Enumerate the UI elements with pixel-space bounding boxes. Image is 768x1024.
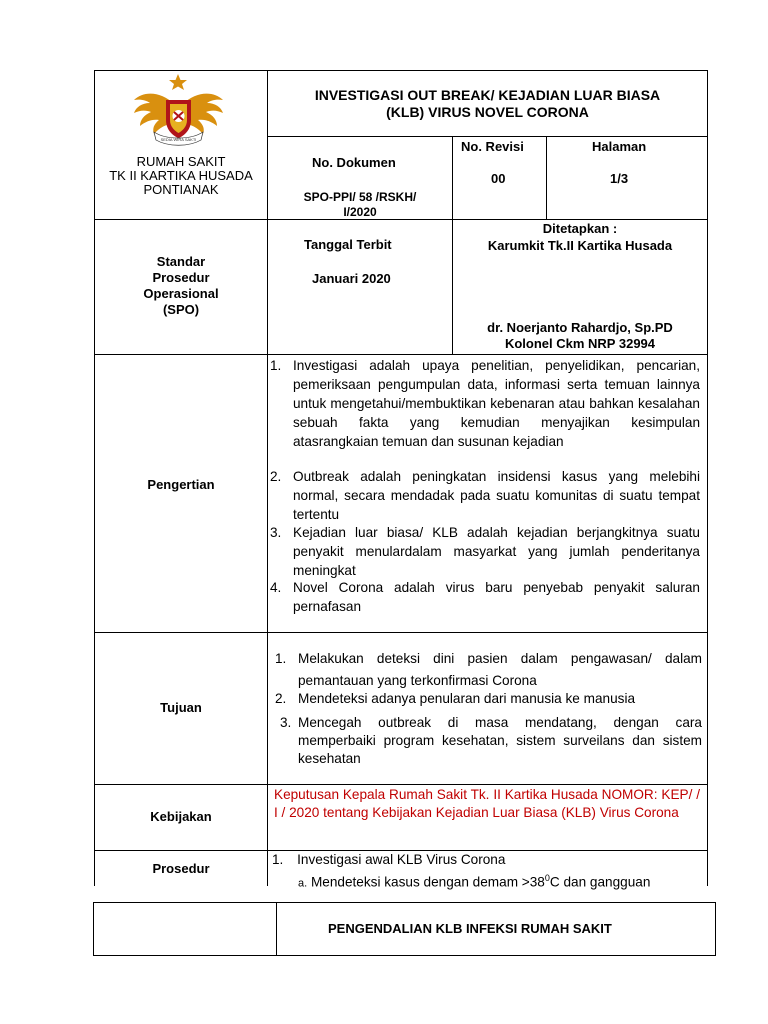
sub-text-after: C dan gangguan bbox=[549, 874, 651, 890]
pengertian-item-4 bbox=[270, 578, 700, 616]
document-title-line1: INVESTIGASI OUT BREAK/ KEJADIAN LUAR BIASA bbox=[314, 87, 661, 103]
pengertian-item-2 bbox=[270, 467, 700, 524]
footer-title: PENGENDALIAN KLB INFEKSI RUMAH SAKIT bbox=[328, 921, 612, 936]
list-number: 3. bbox=[280, 715, 292, 730]
signer-rank: Kolonel Ckm NRP 32994 bbox=[504, 336, 656, 351]
tujuan-item-2 bbox=[272, 689, 702, 709]
revision-value: 00 bbox=[491, 171, 506, 186]
tujuan-item-1 bbox=[272, 648, 702, 692]
list-number: 1. bbox=[270, 358, 282, 373]
prosedur-sub-a bbox=[298, 869, 650, 893]
approved-by: Karumkit Tk.II Kartika Husada bbox=[487, 238, 673, 253]
spo-label-line4: (SPO) bbox=[162, 302, 200, 317]
prosedur-label: Prosedur bbox=[152, 861, 210, 876]
prosedur-item-1 bbox=[272, 851, 505, 869]
list-number: 4. bbox=[270, 580, 282, 595]
list-text: Investigasi adalah upaya penelitian, penyelidikan, pencarian, pemeriksaan pengumpulan data, informasi serta temuan lainnya untuk mengetahui/membuktikan kebenaran atau bahkan kesalahan sebuah fakta yang kemudian menyajikan kesimpulan atasrangkaian temuan dan susunan kejadian bbox=[293, 358, 700, 449]
kebijakan-text: Keputusan Kepala Rumah Sakit Tk. II Kartika Husada NOMOR: KEP/ / I / 2020 tentang Kebijakan Kejadian Luar Biasa (KLB) Virus Corona bbox=[274, 787, 700, 820]
list-text: Melakukan deteksi dini pasien dalam pengawasan/ dalam pemantauan yang terkonfirmasi Corona bbox=[298, 651, 702, 688]
hospital-name-line1: RUMAH SAKIT bbox=[136, 154, 226, 169]
page-value: 1/3 bbox=[610, 171, 629, 186]
sub-text-before: Mendeteksi kasus dengan demam >38 bbox=[310, 874, 545, 890]
page-label: Halaman bbox=[592, 139, 647, 154]
doc-number-label: No. Dokumen bbox=[312, 155, 396, 170]
signer-name: dr. Noerjanto Rahardjo, Sp.PD bbox=[487, 320, 673, 335]
tujuan-item-3 bbox=[272, 714, 702, 768]
pengertian-item-3 bbox=[270, 523, 700, 580]
hospital-name-line2: TK II KARTIKA HUSADA bbox=[109, 168, 253, 183]
star-icon bbox=[169, 74, 187, 90]
list-number: 3. bbox=[270, 525, 282, 540]
revision-label: No. Revisi bbox=[461, 139, 524, 154]
list-number: 2. bbox=[270, 469, 282, 484]
issue-date-value: Januari 2020 bbox=[312, 271, 391, 286]
list-text: Kejadian luar biasa/ KLB adalah kejadian berjangkitnya suatu penyakit menulardalam masyarkat yang jumlah penderitanya meningkat bbox=[293, 525, 700, 578]
pengertian-label: Pengertian bbox=[147, 477, 215, 492]
hospital-name bbox=[96, 155, 266, 197]
document-title bbox=[268, 87, 707, 121]
list-number: 1. bbox=[272, 852, 284, 867]
list-text: Mendeteksi adanya penularan dari manusia ke manusia bbox=[298, 691, 636, 706]
kebijakan-label: Kebijakan bbox=[150, 809, 212, 824]
list-letter: a. bbox=[298, 877, 308, 890]
spo-label-line3: Operasional bbox=[143, 286, 219, 301]
tujuan-label: Tujuan bbox=[160, 700, 202, 715]
spo-label-line2: Prosedur bbox=[152, 270, 210, 285]
list-text: Outbreak adalah peningkatan insidensi kasus yang melebihi normal, secara mendadak pada suatu komunitas di suatu tempat tertentu bbox=[293, 469, 700, 522]
hospital-logo bbox=[126, 70, 231, 156]
document-title-line2: (KLB) VIRUS NOVEL CORONA bbox=[386, 104, 589, 120]
spo-label-line1: Standar bbox=[156, 254, 206, 269]
spo-label bbox=[96, 254, 266, 318]
list-text: Mencegah outbreak di masa mendatang, dengan cara memperbaiki program kesehatan, sistem surveilans dan sistem kesehatan bbox=[298, 715, 702, 766]
approved-label: Ditetapkan : bbox=[542, 221, 618, 236]
doc-number-line1: SPO-PPI/ 58 /RSKH/ bbox=[303, 190, 417, 204]
logo-motto: SEDIA WIRA SAKTI bbox=[160, 137, 197, 142]
list-number: 1. bbox=[275, 651, 287, 666]
list-text: Novel Corona adalah virus baru penyebab penyakit saluran pernafasan bbox=[293, 580, 700, 614]
doc-number-value bbox=[268, 190, 452, 220]
list-number: 2. bbox=[275, 691, 287, 706]
pengertian-item-1 bbox=[270, 356, 700, 451]
list-text: Investigasi awal KLB Virus Corona bbox=[297, 852, 506, 867]
doc-number-line2: I/2020 bbox=[343, 205, 377, 219]
issue-date-label: Tanggal Terbit bbox=[304, 237, 392, 252]
hospital-name-line3: PONTIANAK bbox=[143, 182, 219, 197]
degree-superscript: 0 bbox=[544, 873, 550, 883]
